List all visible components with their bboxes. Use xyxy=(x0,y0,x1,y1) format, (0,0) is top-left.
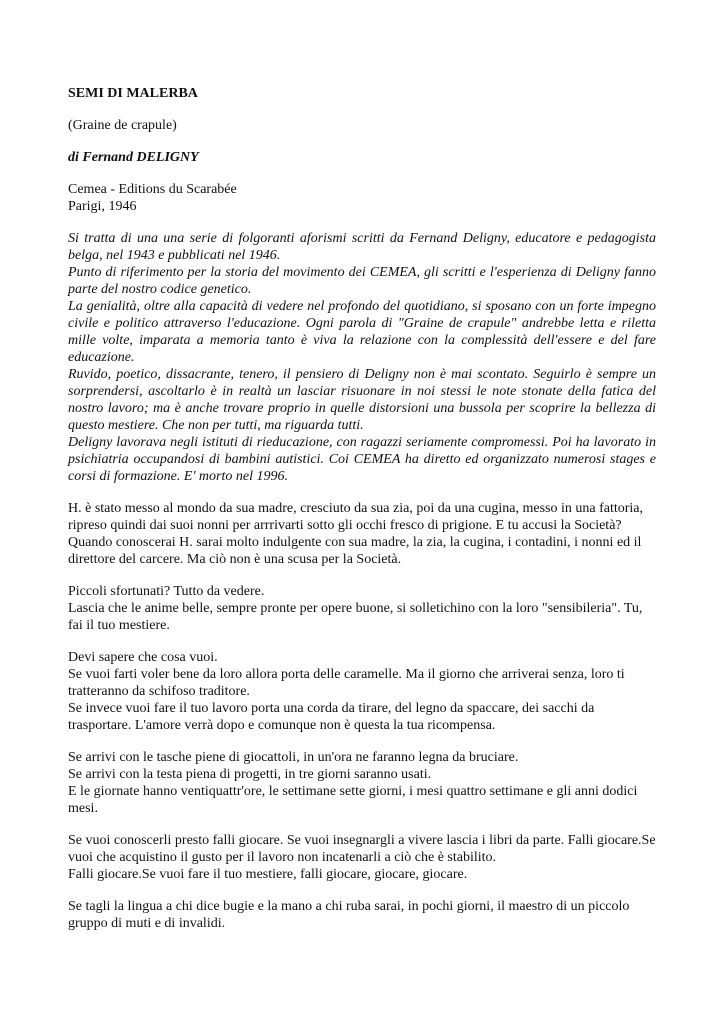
body-line: H. è stato messo al mondo da sua madre, cresciuto da sua zia, poi da una cugina, messo in una fattoria, ripreso quindi dai suoi nonni per arrrivarti sotto gli occhi fresco di prigione. E tu accusi la Società? Quando conoscerai H. sarai molto indulgente con sua madre, la zia, la cugina, i contadini, i nonni ed il direttore del carcere. Ma ciò non è una scusa per la Società. xyxy=(68,501,643,567)
body-line: Se arrivi con la testa piena di progetti, in tre giorni saranno usati. xyxy=(68,767,432,782)
publication-info xyxy=(68,181,656,215)
body-line: Se vuoi farti voler bene da loro allora porta delle caramelle. Ma il giorno che arriverai senza, loro ti tratteranno da schifoso traditore. xyxy=(68,667,625,699)
intro-line: Punto di riferimento per la storia del movimento dei CEMEA, gli scritti e l'esperienza di Deligny fanno parte del nostro codice genetico. xyxy=(68,265,656,297)
body-line: Se vuoi conoscerli presto falli giocare. Se vuoi insegnargli a vivere lascia i libri da parte. Falli giocare.Se vuoi che acquistino il gusto per il lavoro non incatenarli a ciò che è stabilito. xyxy=(68,833,656,865)
document-title: SEMI DI MALERBA xyxy=(68,86,198,101)
body-paragraph xyxy=(68,832,656,883)
body-line: E le giornate hanno ventiquattr'ore, le settimane sette giorni, i mesi quattro settimane e gli anni dodici mesi. xyxy=(68,784,638,816)
body-paragraph xyxy=(68,749,656,817)
body-line: Lascia che le anime belle, sempre pronte per opere buone, si solletichino con la loro "sensibileria". Tu, fai il tuo mestiere. xyxy=(68,601,643,633)
intro-paragraph xyxy=(68,230,656,485)
intro-line: Si tratta di una una serie di folgoranti aforismi scritti da Fernand Deligny, educatore e pedagogista belga, nel 1943 e pubblicati nel 1946. xyxy=(68,231,656,263)
body-line: Devi sapere che cosa vuoi. xyxy=(68,650,218,665)
body-paragraph xyxy=(68,500,656,568)
publisher: Cemea - Editions du Scarabée xyxy=(68,182,237,197)
intro-line: La genialità, oltre alla capacità di vedere nel profondo del quotidiano, si sposano con un forte impegno civile e politico attraverso l'educazione. Ogni parola di "Graine de crapule" andrebbe letta e riletta mille volte, imparata a memoria tanto è viva la relazione con la complessità dell'essere e del fare educazione. xyxy=(68,299,656,365)
body-paragraph xyxy=(68,649,656,734)
place-date: Parigi, 1946 xyxy=(68,199,137,214)
body-paragraph xyxy=(68,583,656,634)
body-line: Se invece vuoi fare il tuo lavoro porta una corda da tirare, del legno da spaccare, dei sacchi da trasportare. L'amore verrà dopo e comunque non è questa la tua ricompensa. xyxy=(68,701,595,733)
intro-line: Deligny lavorava negli istituti di rieducazione, con ragazzi seriamente compromessi. Poi ha lavorato in psichiatria occupandosi di bambini autistici. Coi CEMEA ha diretto ed organizzato numerosi stages e corsi di formazione. E' morto nel 1996. xyxy=(68,435,656,484)
body-line: Piccoli sfortunati? Tutto da vedere. xyxy=(68,584,265,599)
body-line: Falli giocare.Se vuoi fare il tuo mestiere, falli giocare, giocare, giocare. xyxy=(68,867,468,882)
body-paragraph xyxy=(68,898,656,932)
intro-line: Ruvido, poetico, dissacrante, tenero, il pensiero di Deligny non è mai scontato. Seguirlo è sempre un sorprendersi, ascoltarlo è in realtà un lasciar risuonare in noi stessi le note stonate della fatica del nostro lavoro; ma è anche trovare proprio in quelle distorsioni una bussola per scoprire la bellezza di questo mestiere. Che non per tutti, ma riguarda tutti. xyxy=(68,367,656,433)
body-line: Se arrivi con le tasche piene di giocattoli, in un'ora ne faranno legna da bruciare. xyxy=(68,750,519,765)
document-author: di Fernand DELIGNY xyxy=(68,150,199,165)
document-subtitle: (Graine de crapule) xyxy=(68,118,177,133)
body-line: Se tagli la lingua a chi dice bugie e la mano a chi ruba sarai, in pochi giorni, il maestro di un piccolo gruppo di muti e di invalidi. xyxy=(68,899,630,931)
